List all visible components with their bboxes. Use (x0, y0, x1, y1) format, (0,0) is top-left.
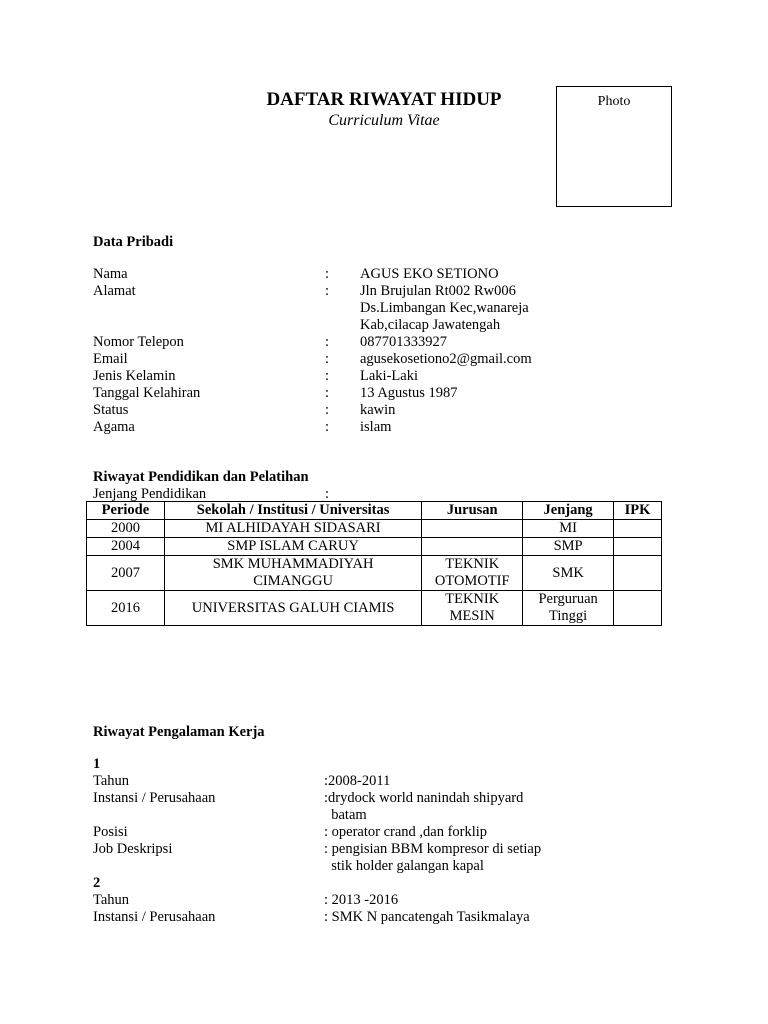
field-label: Alamat (93, 283, 136, 299)
education-heading: Riwayat Pendidikan dan Pelatihan (93, 469, 309, 485)
field-label: Agama (93, 419, 135, 435)
document-subtitle: Curriculum Vitae (328, 112, 440, 129)
field-label: Nama (93, 266, 128, 282)
work-field-row (93, 858, 613, 875)
field-separator: : (325, 334, 330, 350)
cell-ipk (614, 591, 662, 626)
field-value: islam (360, 419, 392, 435)
personal-field-row (93, 368, 593, 385)
work-field-row (93, 807, 613, 824)
field-separator: : (325, 419, 330, 435)
work-field-value: :2008-2011 (324, 773, 391, 789)
field-label: Jenis Kelamin (93, 368, 176, 384)
cell-jurusan (422, 520, 523, 538)
personal-field-row (93, 334, 593, 351)
work-field-row (93, 773, 613, 790)
work-field-row (93, 892, 613, 909)
work-field-label: Tahun (93, 773, 130, 789)
work-field-value: : 2013 -2016 (324, 892, 399, 908)
document-title: DAFTAR RIWAYAT HIDUP (266, 89, 502, 110)
field-label: Nomor Telepon (93, 334, 184, 350)
cell-jenjang: SMP (523, 538, 614, 556)
field-value: Jln Brujulan Rt002 Rw006 (360, 283, 516, 299)
work-field-label: Instansi / Perusahaan (93, 790, 216, 806)
cell-jurusan: TEKNIK MESIN (422, 591, 523, 626)
column-header: Sekolah / Institusi / Universitas (164, 502, 421, 520)
cell-ipk (614, 538, 662, 556)
field-value: 087701333927 (360, 334, 447, 350)
work-field-label: Posisi (93, 824, 128, 840)
field-value: Ds.Limbangan Kec,wanareja (360, 300, 529, 316)
field-label: Tanggal Kelahiran (93, 385, 201, 401)
personal-field-row (93, 419, 593, 436)
field-value: kawin (360, 402, 396, 418)
field-value: agusekosetiono2@gmail.com (360, 351, 532, 367)
work-field-value: : SMK N pancatengah Tasikmalaya (324, 909, 530, 925)
field-value: Laki-Laki (360, 368, 418, 384)
cell-jenjang: SMK (523, 556, 614, 591)
work-field-label: Job Deskripsi (93, 841, 173, 857)
field-value: 13 Agustus 1987 (360, 385, 458, 401)
cell-ipk (614, 556, 662, 591)
field-separator: : (325, 385, 330, 401)
cell-sekolah: SMK MUHAMMADIYAH CIMANGGU (164, 556, 421, 591)
photo-label: Photo (597, 94, 631, 109)
work-field-value: stik holder galangan kapal (324, 858, 484, 874)
table-row (87, 538, 662, 556)
education-table (86, 501, 662, 626)
field-separator: : (325, 266, 330, 282)
field-label: Email (93, 351, 128, 367)
cell-periode: 2007 (87, 556, 165, 591)
education-sub-separator: : (325, 486, 330, 502)
work-field-row (93, 824, 613, 841)
cell-periode: 2000 (87, 520, 165, 538)
work-field-row (93, 841, 613, 858)
personal-field-row (93, 317, 593, 334)
column-header: Jurusan (422, 502, 523, 520)
column-header: Jenjang (523, 502, 614, 520)
field-label: Status (93, 402, 129, 418)
personal-field-row (93, 385, 593, 402)
cell-jenjang: Perguruan Tinggi (523, 591, 614, 626)
work-heading: Riwayat Pengalaman Kerja (93, 724, 265, 740)
personal-field-row (93, 402, 593, 419)
personal-field-row (93, 300, 593, 317)
cell-jurusan: TEKNIK OTOMOTIF (422, 556, 523, 591)
work-field-label: Instansi / Perusahaan (93, 909, 216, 925)
work-field-value: :drydock world nanindah shipyard (324, 790, 524, 806)
field-separator: : (325, 368, 330, 384)
cell-sekolah: SMP ISLAM CARUY (164, 538, 421, 556)
work-field-value: : pengisian BBM kompresor di setiap (324, 841, 542, 857)
personal-field-row (93, 283, 593, 300)
education-table-header (87, 502, 662, 520)
work-field-label: Tahun (93, 892, 130, 908)
personal-field-row (93, 351, 593, 368)
cell-periode: 2016 (87, 591, 165, 626)
cell-jurusan (422, 538, 523, 556)
field-value: AGUS EKO SETIONO (360, 266, 499, 282)
work-list (93, 756, 613, 926)
cell-sekolah: UNIVERSITAS GALUH CIAMIS (164, 591, 421, 626)
table-row (87, 556, 662, 591)
field-separator: : (325, 283, 330, 299)
personal-data-heading: Data Pribadi (93, 234, 174, 250)
cell-jenjang: MI (523, 520, 614, 538)
education-sub-label: Jenjang Pendidikan (93, 486, 207, 502)
column-header: IPK (614, 502, 662, 520)
field-value: Kab,cilacap Jawatengah (360, 317, 501, 333)
cell-sekolah: MI ALHIDAYAH SIDASARI (164, 520, 421, 538)
work-entry-number: 1 (93, 756, 101, 772)
field-separator: : (325, 351, 330, 367)
column-header: Periode (87, 502, 165, 520)
personal-data-list (93, 266, 593, 436)
work-field-value: batam (324, 807, 367, 823)
table-row (87, 520, 662, 538)
table-row (87, 591, 662, 626)
personal-field-row (93, 266, 593, 283)
work-field-value: : operator crand ,dan forklip (324, 824, 488, 840)
work-field-row (93, 909, 613, 926)
field-separator: : (325, 402, 330, 418)
work-entry-number: 2 (93, 875, 101, 891)
work-field-row (93, 790, 613, 807)
photo-placeholder (556, 86, 672, 207)
cell-periode: 2004 (87, 538, 165, 556)
cell-ipk (614, 520, 662, 538)
